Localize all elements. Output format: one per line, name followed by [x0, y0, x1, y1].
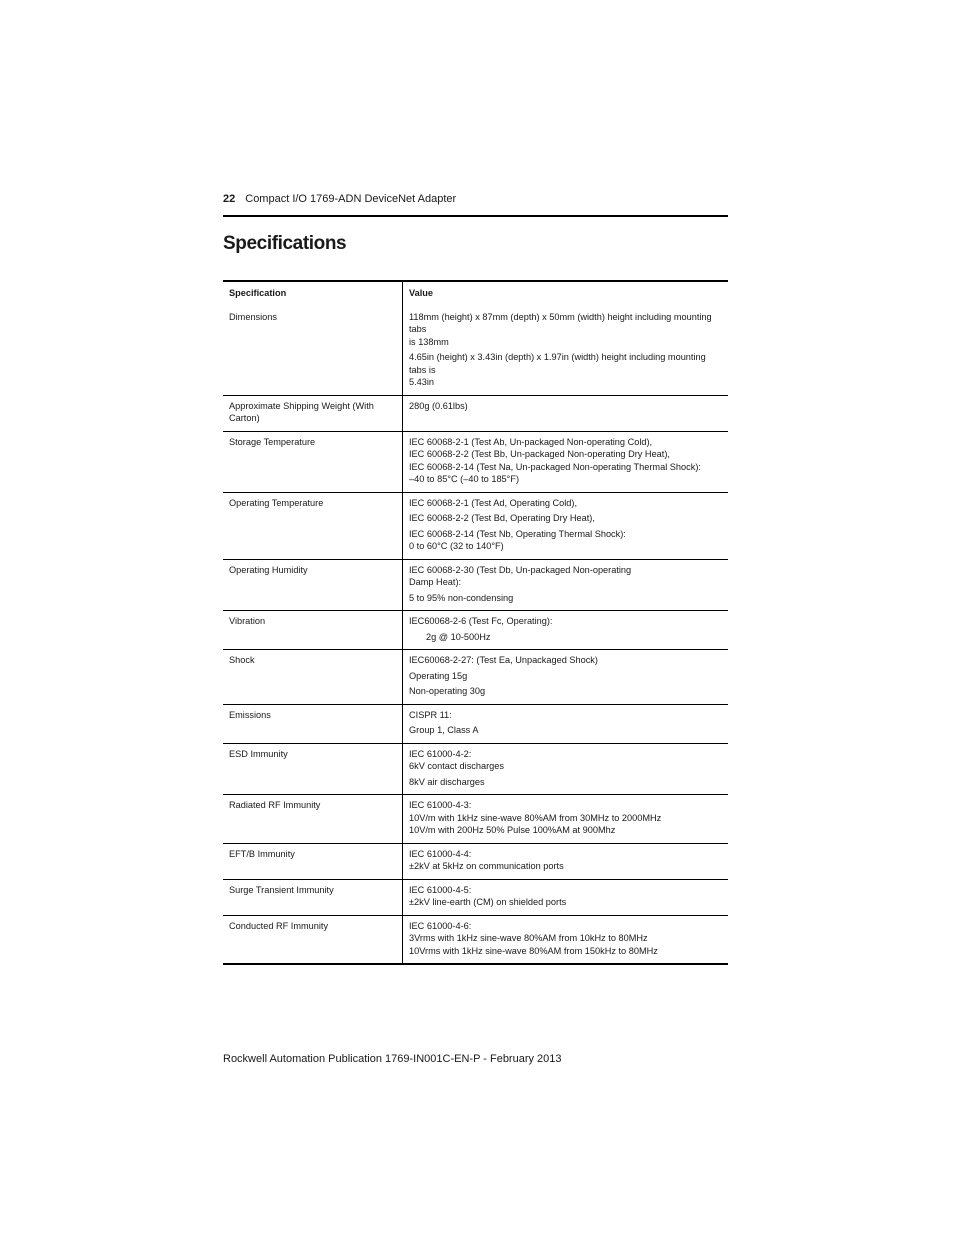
spec-value-cell: [403, 795, 729, 844]
value-line: IEC 60068-2-30 (Test Db, Un-packaged Non-operating: [409, 564, 632, 575]
value-paragraph: [409, 670, 722, 683]
spec-name-cell: Conducted RF Immunity: [223, 915, 403, 964]
value-line: 4.65in (height) x 3.43in (depth) x 1.97in (width) height including mounting tabs is: [409, 352, 706, 375]
spec-value-cell: [403, 843, 729, 879]
table-row: [223, 650, 728, 705]
value-line: 0 to 60°C (32 to 140°F): [409, 541, 504, 551]
spec-name-cell: Approximate Shipping Weight (With Carton): [223, 395, 403, 431]
spec-value-cell: [403, 879, 729, 915]
spec-value-cell: [403, 559, 729, 611]
value-paragraph: [409, 631, 722, 644]
value-paragraph: [409, 512, 722, 525]
table-row: [223, 431, 728, 492]
value-paragraph: [409, 436, 722, 486]
value-paragraph: [409, 497, 722, 510]
value-paragraph: [409, 724, 722, 737]
table-row: [223, 843, 728, 879]
value-line: IEC 60068-2-2 (Test Bb, Un-packaged Non-operating Dry Heat),: [409, 449, 670, 459]
spec-name-cell: Operating Temperature: [223, 492, 403, 559]
value-line: 118mm (height) x 87mm (depth) x 50mm (width) height including mounting tabs: [409, 311, 712, 334]
value-line: Damp Heat):: [409, 577, 462, 587]
value-paragraph: [409, 920, 722, 958]
section-title: Specifications: [223, 233, 347, 254]
spec-value-cell: [403, 307, 729, 396]
value-line: IEC 61000-4-4:: [409, 848, 472, 859]
value-line: ±2kV at 5kHz on communication ports: [409, 861, 564, 871]
page-number: 22: [223, 193, 236, 205]
column-header-specification: Specification: [223, 281, 403, 307]
value-line: 5.43in: [409, 377, 435, 387]
spec-value-cell: [403, 611, 729, 650]
column-header-value: Value: [409, 288, 434, 298]
value-line: IEC 60068-2-14 (Test Na, Un-packaged Non-operating Thermal Shock):: [409, 461, 701, 472]
table-row: [223, 307, 728, 396]
value-paragraph: [409, 564, 722, 589]
value-line: IEC 60068-2-14 (Test Nb, Operating Thermal Shock):: [409, 528, 626, 539]
value-paragraph: [409, 799, 722, 837]
table-row: [223, 879, 728, 915]
value-line: IEC 61000-4-3:: [409, 800, 472, 810]
table-row: [223, 743, 728, 795]
value-line: CISPR 11:: [409, 709, 452, 720]
value-line: Non-operating 30g: [409, 686, 486, 696]
value-line: 6kV contact discharges: [409, 761, 504, 771]
table-row: [223, 611, 728, 650]
spec-name-cell: EFT/B Immunity: [223, 843, 403, 879]
spec-value-cell: [403, 743, 729, 795]
spec-name-cell: Surge Transient Immunity: [223, 879, 403, 915]
value-paragraph: [409, 848, 722, 873]
value-line: Operating 15g: [409, 670, 468, 681]
value-paragraph: [409, 685, 722, 698]
spec-value-cell: [403, 492, 729, 559]
spec-name-cell: Shock: [223, 650, 403, 705]
table-header-row: [223, 281, 728, 307]
value-line: 10V/m with 1kHz sine-wave 80%AM from 30MHz to 2000MHz: [409, 812, 662, 823]
value-paragraph: [409, 592, 722, 605]
value-paragraph: [409, 748, 722, 773]
value-paragraph: [409, 351, 722, 389]
value-line: 2g @ 10-500Hz: [426, 631, 491, 642]
spec-name-cell: Operating Humidity: [223, 559, 403, 611]
page-footer: Rockwell Automation Publication 1769-IN001C-EN-P - February 2013: [223, 1053, 562, 1065]
table-row: [223, 492, 728, 559]
value-line: 280g (0.61lbs): [409, 400, 468, 411]
value-line: –40 to 85°C (–40 to 185°F): [409, 474, 520, 484]
running-title: Compact I/O 1769-ADN DeviceNet Adapter: [245, 193, 457, 205]
value-paragraph: [409, 709, 722, 722]
value-paragraph: [409, 776, 722, 789]
spec-value-cell: [403, 915, 729, 964]
spec-name-cell: ESD Immunity: [223, 743, 403, 795]
value-line: 8kV air discharges: [409, 776, 485, 787]
value-line: Group 1, Class A: [409, 725, 479, 735]
spec-name-cell: Emissions: [223, 704, 403, 743]
value-line: IEC60068-2-6 (Test Fc, Operating):: [409, 616, 553, 626]
value-line: IEC 61000-4-6:: [409, 920, 472, 931]
value-line: is 138mm: [409, 336, 449, 347]
spec-value-cell: [403, 650, 729, 705]
value-paragraph: [409, 528, 722, 553]
value-paragraph: [409, 654, 722, 667]
spec-value-cell: [403, 395, 729, 431]
value-line: IEC 60068-2-2 (Test Bd, Operating Dry Heat),: [409, 513, 595, 523]
table-body: [223, 307, 728, 965]
value-line: 10V/m with 200Hz 50% Pulse 100%AM at 900Mhz: [409, 825, 616, 835]
specifications-table: [223, 280, 728, 965]
spec-name-cell: Dimensions: [223, 307, 403, 396]
value-line: IEC 61000-4-2:: [409, 748, 472, 759]
value-line: IEC 60068-2-1 (Test Ab, Un-packaged Non-operating Cold),: [409, 436, 653, 447]
value-line: 10Vrms with 1kHz sine-wave 80%AM from 150kHz to 80MHz: [409, 945, 658, 956]
running-header: [223, 193, 728, 205]
table-row: [223, 915, 728, 964]
spec-name-cell: Radiated RF Immunity: [223, 795, 403, 844]
value-line: IEC 61000-4-5:: [409, 884, 472, 895]
table-row: [223, 704, 728, 743]
spec-name-cell: Storage Temperature: [223, 431, 403, 492]
value-line: IEC60068-2-27: (Test Ea, Unpackaged Shock): [409, 655, 598, 665]
spec-value-cell: [403, 431, 729, 492]
table-row: [223, 795, 728, 844]
value-paragraph: [409, 884, 722, 909]
header-rule: [223, 215, 728, 217]
value-line: IEC 60068-2-1 (Test Ad, Operating Cold),: [409, 497, 578, 508]
spec-value-cell: [403, 704, 729, 743]
table-row: [223, 395, 728, 431]
value-paragraph: [409, 400, 722, 413]
table-row: [223, 559, 728, 611]
value-paragraph: [409, 615, 722, 628]
value-line: 5 to 95% non-condensing: [409, 592, 514, 603]
value-line: 3Vrms with 1kHz sine-wave 80%AM from 10kHz to 80MHz: [409, 933, 648, 943]
spec-name-cell: Vibration: [223, 611, 403, 650]
value-line: ±2kV line-earth (CM) on shielded ports: [409, 897, 567, 907]
value-paragraph: [409, 311, 722, 349]
